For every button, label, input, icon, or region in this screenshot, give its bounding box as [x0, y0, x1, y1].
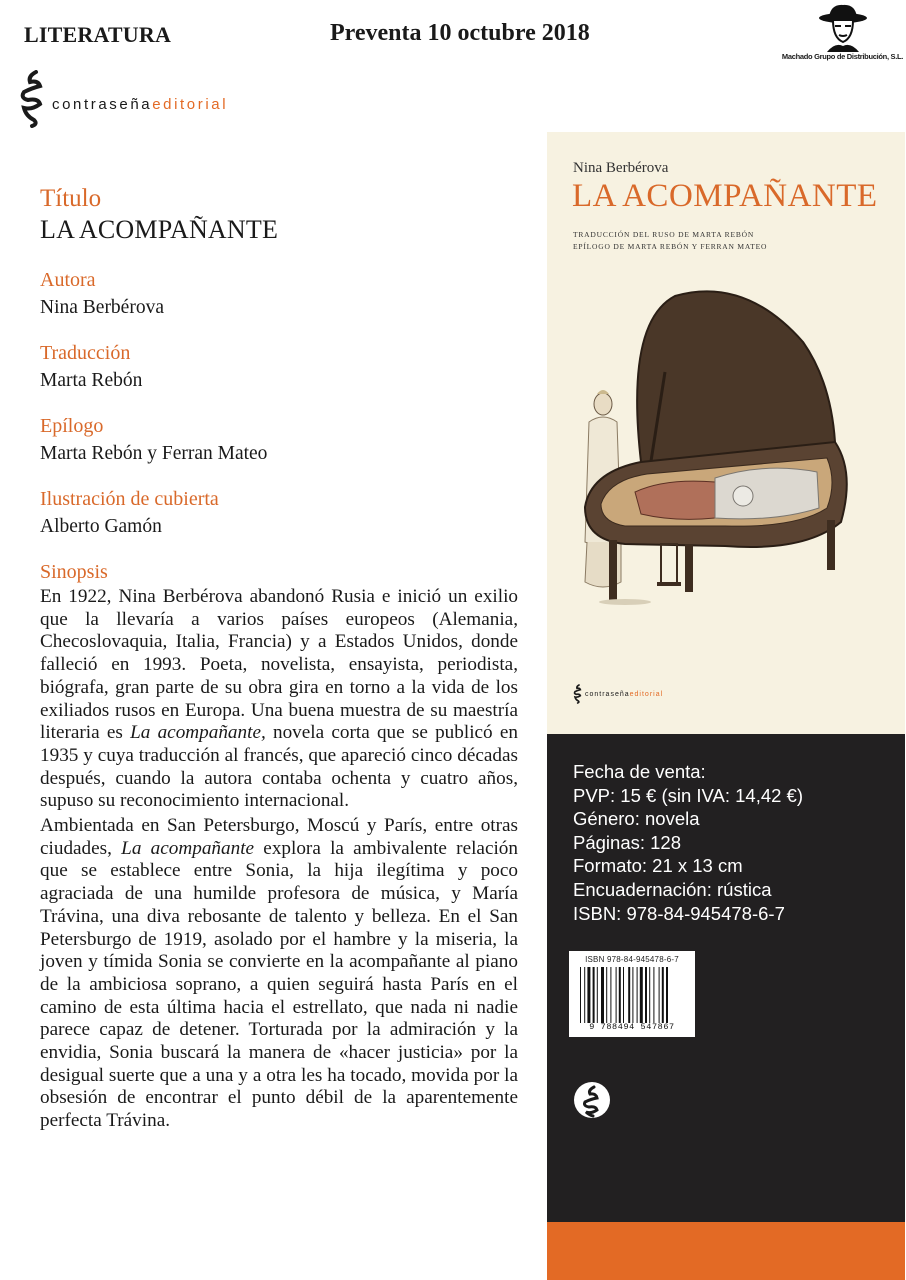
barcode-bar	[649, 967, 650, 1023]
synopsis-label: Sinopsis	[40, 561, 108, 583]
illustration-value: Alberto Gamón	[40, 516, 162, 537]
cover-author: Nina Berbérova	[573, 160, 669, 176]
publisher-round-logo-icon	[573, 1081, 611, 1119]
cover-publisher-logo	[573, 684, 663, 704]
barcode-bar	[610, 967, 611, 1023]
cover-credit-epilogue: EPÍLOGO DE MARTA REBÓN Y FERRAN MATEO	[573, 242, 768, 251]
epilogue-field	[40, 414, 518, 467]
barcode-bar	[593, 967, 595, 1023]
publisher-name-part2: editorial	[152, 95, 229, 113]
publisher-wordmark	[52, 96, 228, 113]
illustration-label: Ilustración de cubierta	[40, 488, 219, 510]
barcode-bar	[628, 967, 630, 1023]
cover-publisher-emblem-icon	[573, 684, 583, 704]
translation-value: Marta Rebón	[40, 370, 143, 391]
barcode-bar	[597, 967, 598, 1023]
barcode-bar	[659, 967, 660, 1023]
category-label: LITERATURA	[24, 22, 172, 47]
barcode-bars	[576, 967, 688, 1023]
epilogue-value: Marta Rebón y Ferran Mateo	[40, 443, 268, 464]
author-value: Nina Berbérova	[40, 297, 164, 318]
barcode-bar	[645, 967, 647, 1023]
synopsis-p2-italic: La acompañante	[121, 837, 255, 859]
barcode-bar	[623, 967, 624, 1023]
cover-wordmark	[585, 691, 663, 698]
synopsis-p2-text-a: Ambientada en San Petersburgo, Moscú y París, entre otras ciudades,	[40, 815, 518, 859]
distributor-logo	[780, 2, 905, 61]
barcode-bar	[584, 967, 585, 1023]
cover-credit-translation: TRADUCCIÓN DEL RUSO DE MARTA REBÓN	[573, 230, 755, 239]
barcode-bar	[619, 967, 621, 1023]
price-line: PVP: 15 € (sin IVA: 14,42 €)	[573, 784, 804, 806]
format-line: Formato: 21 x 13 cm	[573, 855, 743, 877]
publisher-logo	[18, 70, 228, 128]
cover-title: LA ACOMPAÑANTE	[572, 178, 878, 214]
binding-line: Encuadernación: rústica	[573, 878, 772, 900]
epilogue-label: Epílogo	[40, 415, 104, 437]
pages-line: Páginas: 128	[573, 831, 682, 853]
hat-man-icon	[813, 2, 873, 54]
author-field	[40, 268, 518, 321]
synopsis-p2-text-b: explora la ambivalente relación que se establece entre Sonia, la hija ilegítima y poco agraciada de una humilde profesora de música, y María Trávina, una diva rebosante de talento y belleza. En el San Petersburgo de 1919, asolado por el hambre y la miseria, la joven y tímida Sonia se convierte en la acompañante al piano de la ambiciosa soprano, a quien seguirá hasta París en el camino de esta última hacia el estrellato, que nada ni nadie parece capaz de detener. Torturada por la admiración y la envidia, Sonia buscará la manera de «hacer justicia» por la desigual suerte que a una y a otra les ha tocado, movida por la obsesión de encontrar el punto débil de la aparentemente perfecta Trávina.	[40, 837, 518, 1132]
barcode-bar	[601, 967, 604, 1023]
author-label: Autora	[40, 269, 96, 291]
piano-illustration	[565, 282, 865, 662]
publisher-name-part1: contraseña	[52, 95, 153, 113]
title-label: Título	[40, 185, 102, 212]
distributor-name: Machado Grupo de Distribución, S.L.	[781, 52, 904, 61]
barcode-bar	[587, 967, 590, 1023]
barcode-label: ISBN 978-84-945478-6-7	[585, 955, 679, 964]
synopsis-paragraph-2	[40, 815, 518, 1133]
book-cover	[547, 132, 905, 734]
orange-footer-band	[547, 1222, 905, 1280]
title-value: LA ACOMPAÑANTE	[40, 215, 279, 244]
barcode-digits: 9 788494 547867	[589, 1022, 675, 1032]
synopsis-p1-text-a: En 1922, Nina Berbérova abandonó Rusia e inició un exilio que la llevaría a varios países europeos (Alemania, Checoslovaquia, Italia, Francia) y a Estados Unidos, donde falleció en 1993. Poeta, novelista, ensayista, periodista, biógrafa, gran parte de su obra gira en torno a la vida de los exiliados rusos en Europa. Una buena muestra de su maestría literaria es	[40, 586, 518, 744]
book-info	[40, 184, 518, 1133]
barcode-bar	[616, 967, 617, 1023]
barcode-bar	[666, 967, 668, 1023]
barcode-bar	[606, 967, 607, 1023]
synopsis-p1-text-b: novela corta que se publicó en 1935 y cuya traducción al francés, que apareció cinco décadas después, cuando la autora contaba ochenta y cuatro años, supuso su reconocimiento internacional.	[40, 722, 518, 812]
barcode-bar	[637, 967, 638, 1023]
sale-date-line: Fecha de venta:	[573, 761, 706, 782]
synopsis-paragraph-1	[40, 586, 518, 813]
genre-line: Género: novela	[573, 808, 700, 830]
synopsis-p1-italic: La acompañante,	[130, 722, 266, 744]
translation-field	[40, 341, 518, 394]
presale-date: Preventa 10 octubre 2018	[330, 20, 590, 46]
cover-logo-part1: contraseña	[585, 690, 630, 698]
details-list	[573, 760, 803, 925]
isbn-barcode	[569, 951, 695, 1037]
isbn-line: ISBN: 978-84-945478-6-7	[573, 902, 785, 924]
barcode-bar	[580, 967, 581, 1023]
publisher-emblem-icon	[18, 70, 48, 128]
book-details-panel	[547, 734, 905, 1222]
illustration-field	[40, 487, 518, 540]
barcode-bar	[640, 967, 643, 1023]
barcode-bar	[662, 967, 664, 1023]
cover-logo-part2: editorial	[629, 690, 664, 698]
barcode-bar	[653, 967, 654, 1023]
barcode-bar	[632, 967, 633, 1023]
synopsis-text	[40, 586, 518, 1133]
translation-label: Traducción	[40, 342, 131, 364]
